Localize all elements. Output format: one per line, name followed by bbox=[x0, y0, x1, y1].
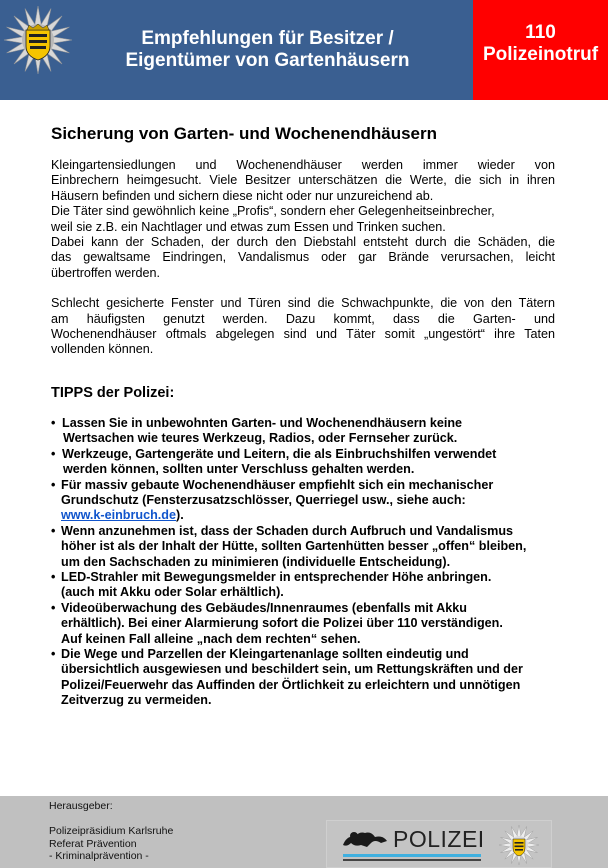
tip-line: LED-Strahler mit Bewegungsmelder in entsprechender Höhe anbringen. bbox=[61, 569, 492, 584]
k-einbruch-link[interactable]: www.k-einbruch.de bbox=[61, 508, 176, 523]
tip-item bbox=[51, 478, 555, 524]
tip-line: Lassen Sie in unbewohnten Garten- und Wochenendhäusern keine bbox=[62, 415, 463, 430]
publisher-unit: - Kriminalprävention - bbox=[49, 850, 149, 862]
publisher-label: Herausgeber: bbox=[49, 800, 113, 812]
text-line: vollenden können. bbox=[51, 342, 154, 357]
title-line-2: Eigentümer von Gartenhäusern bbox=[125, 50, 410, 71]
emergency-label: Polizeinotruf bbox=[482, 44, 599, 65]
text-line: weil sie z.B. ein Nachtlager und etwas zum Essen und Trinken suchen. bbox=[51, 219, 446, 234]
text-line: Die Täter sind gewöhnlich keine „Profis“, sondern eher Gelegenheitseinbrecher, bbox=[51, 204, 495, 219]
tip-item bbox=[51, 570, 555, 601]
tip-line: Videoüberwachung des Gebäudes/Innenraumes (ebenfalls mit Akku bbox=[61, 600, 467, 615]
publisher-info bbox=[49, 800, 173, 863]
section-title: Sicherung von Garten- und Wochenendhäusern bbox=[51, 124, 438, 143]
tip-line bbox=[61, 508, 555, 523]
emergency-number-badge bbox=[473, 0, 608, 100]
page-title bbox=[95, 28, 440, 72]
tip-item bbox=[51, 647, 555, 709]
tip-line: Polizei/Feuerwehr das Auffinden der Örtlichkeit zu erleichtern und unnötigen bbox=[61, 677, 521, 692]
text-line: Kleingartensiedlungen und Wochenendhäuser werden immer wieder von bbox=[51, 158, 555, 172]
tip-line: werden können, sollten unter Verschluss gehalten werden. bbox=[63, 462, 415, 477]
bullet-icon: • bbox=[51, 477, 56, 492]
text-line: übertroffen werden. bbox=[51, 265, 160, 280]
bullet-icon: • bbox=[51, 600, 56, 615]
bullet-icon: • bbox=[51, 569, 56, 584]
logo-blue-line bbox=[343, 854, 481, 857]
bullet-icon: • bbox=[51, 646, 56, 661]
publisher-department: Referat Prävention bbox=[49, 837, 137, 850]
tip-line: Auf keinen Fall alleine „nach dem rechten“ sehen. bbox=[61, 631, 361, 646]
tips-heading: TIPPS der Polizei: bbox=[51, 384, 175, 401]
tip-line: Zeitverzug zu vermeiden. bbox=[61, 693, 212, 708]
footer bbox=[0, 796, 608, 868]
tip-line: Für massiv gebaute Wochenendhäuser empfiehlt sich ein mechanischer bbox=[61, 477, 494, 492]
bullet-icon: • bbox=[51, 523, 56, 538]
text-line: Schlecht gesicherte Fenster und Türen sind die Schwachpunkte, die von den Tätern bbox=[51, 296, 555, 311]
weakpoints-paragraph bbox=[51, 296, 555, 358]
title-line-1: Empfehlungen für Besitzer / bbox=[141, 28, 394, 49]
link-suffix: ). bbox=[176, 508, 184, 523]
tip-item bbox=[51, 601, 555, 647]
emergency-number: 110 bbox=[525, 22, 556, 43]
tip-line: (auch mit Akku oder Solar erhältlich). bbox=[61, 585, 284, 600]
police-star-logo-icon bbox=[2, 4, 74, 76]
text-line: am häufigsten genutzt werden. Dazu kommt, dass die Garten- und bbox=[51, 311, 555, 326]
logo-dark-line bbox=[343, 859, 481, 861]
lion-icon bbox=[341, 827, 389, 851]
tips-list bbox=[51, 416, 555, 709]
bullet-icon: • bbox=[51, 446, 56, 461]
tip-line: um den Sachschaden zu minimieren (individuelle Entscheidung). bbox=[61, 554, 451, 569]
text-line: Häusern befinden und sichern diese nicht oder nur unzureichend ab. bbox=[51, 188, 434, 203]
header-banner bbox=[0, 0, 608, 100]
text-line: Wochenendhäuser oftmals abgelegen sind und Täter somit „ungestört“ ihre Taten bbox=[51, 327, 555, 342]
tip-item bbox=[51, 524, 555, 570]
tip-line: erhältlich). Bei einer Alarmierung sofort die Polizei über 110 verständigen. bbox=[61, 616, 503, 631]
tip-line: Die Wege und Parzellen der Kleingartenanlage sollten eindeutig und bbox=[61, 646, 469, 661]
text-line: das gewaltsame Eindringen, Vandalismus oder gar Brände verursachen, leicht bbox=[51, 250, 555, 265]
main-content bbox=[51, 124, 555, 709]
police-star-small-icon bbox=[497, 823, 541, 867]
publisher-org: Polizeipräsidium Karlsruhe bbox=[49, 825, 174, 837]
tip-line: Werkzeuge, Gartengeräte und Leitern, die als Einbruchshilfen verwendet bbox=[62, 446, 497, 461]
tip-line: Wertsachen wie teures Werkzeug, Radios, oder Fernseher zurück. bbox=[63, 431, 458, 446]
text-line: Dabei kann der Schaden, der durch den Diebstahl entsteht durch die Schäden, die bbox=[51, 235, 555, 250]
polizei-wordmark: POLIZEI bbox=[393, 826, 485, 852]
text-line: Einbrechern heimgesucht. Viele Besitzer unterschätzen die Werte, die sich in ihren bbox=[51, 173, 555, 188]
tip-line: übersichtlich ausgewiesen und beschildert sein, um Rettungskräften und der bbox=[61, 662, 523, 677]
intro-paragraph bbox=[51, 158, 555, 281]
bullet-icon: • bbox=[51, 415, 56, 430]
polizei-logo bbox=[326, 820, 552, 868]
tip-line: höher ist als der Inhalt der Hütte, sollten Gartenhütten besser „offen“ bleiben, bbox=[61, 539, 527, 554]
tip-line: Wenn anzunehmen ist, dass der Schaden durch Aufbruch und Vandalismus bbox=[61, 523, 514, 538]
tip-line: Grundschutz (Fensterzusatzschlösser, Querriegel usw., siehe auch: bbox=[61, 492, 466, 507]
tip-item bbox=[51, 447, 555, 478]
tip-item bbox=[51, 416, 555, 447]
